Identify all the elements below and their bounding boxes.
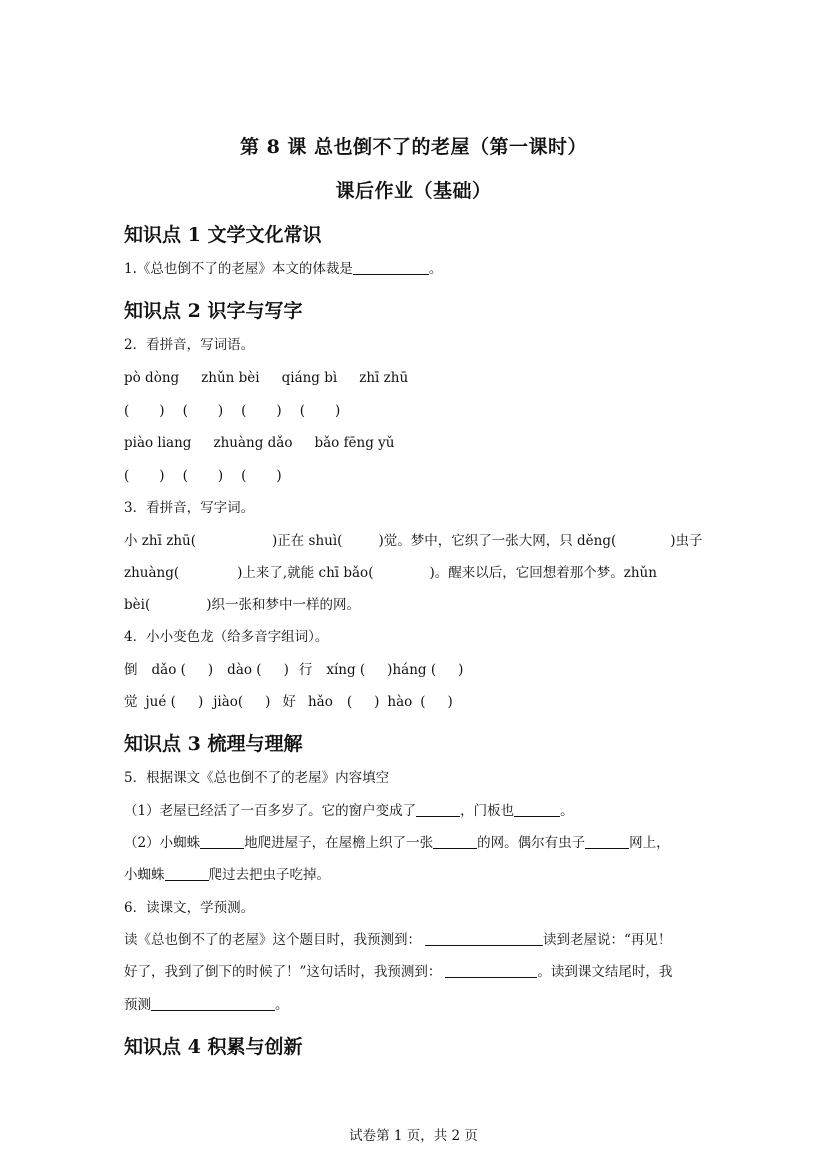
- answer-blank[interactable]: [165, 866, 209, 881]
- answer-blank[interactable]: [514, 802, 560, 817]
- q5-text: 的网。偶尔有虫子: [477, 835, 586, 851]
- q4-text: dào (: [227, 662, 262, 678]
- page-footer: 试卷第 1 页，共 2 页: [349, 1128, 478, 1144]
- paren-close: ): [159, 468, 165, 484]
- q1-text: 1.《总也倒不了的老屋》本文的体裁是: [124, 261, 353, 277]
- pinyin-word: bǎo fēng yǔ: [314, 435, 395, 451]
- q6-line-3: [124, 996, 289, 1014]
- q4-text: ): [374, 694, 380, 710]
- pinyin-word: zhī zhū: [359, 370, 409, 386]
- paren-open: (: [241, 468, 247, 484]
- q4-char: 好: [282, 694, 296, 710]
- q3-text: zhuàng(: [124, 565, 180, 581]
- q5-text: 爬过去把虫子吃掉。: [208, 867, 330, 883]
- paren-open: (: [241, 403, 247, 419]
- q4-line-1: [124, 661, 463, 679]
- q3-line-2: [124, 564, 657, 582]
- section-heading-3: 知识点 3 梳理与理解: [124, 733, 303, 755]
- q2-pinyin-row-2: [124, 434, 395, 452]
- q6-text: 好了，我到了倒下的时候了！”这句话时，我预测到：: [124, 964, 442, 980]
- q4-text: ): [283, 662, 289, 678]
- q3-text: )。醒来以后，它回想着那个梦。zhǔn: [429, 565, 657, 581]
- q4-text: ): [207, 662, 214, 678]
- answer-blank[interactable]: [151, 996, 275, 1011]
- q3-text: bèi(: [124, 597, 151, 613]
- q2-pinyin-row-1: [124, 369, 408, 387]
- q6-stem: 6．读课文，学预测。: [124, 900, 255, 916]
- q5-text: ，门板也: [460, 803, 515, 819]
- q5-text: （2）小蜘蛛: [124, 835, 201, 851]
- q6-text: 。读到课文结尾时，我: [537, 964, 673, 980]
- paren-open: (: [124, 403, 130, 419]
- q2-stem: 2．看拼音，写词语。: [124, 337, 255, 353]
- q5-text: 。: [560, 803, 574, 819]
- pinyin-word: piào liang: [124, 435, 192, 451]
- page-title: 第 8 课 总也倒不了的老屋（第一课时）: [239, 136, 588, 158]
- pinyin-word: zhǔn bèi: [201, 370, 260, 386]
- paren-close: ): [276, 403, 282, 419]
- q6-text: 。: [275, 997, 289, 1013]
- q3-text: 小 zhī zhū(: [124, 533, 196, 549]
- paren-close: ): [217, 468, 224, 484]
- section-heading-1: 知识点 1 文学文化常识: [124, 224, 322, 246]
- question-1: [124, 260, 442, 278]
- q5-text: 小蜘蛛: [124, 867, 165, 883]
- q4-text: hào: [387, 694, 413, 710]
- paren-close: ): [159, 403, 165, 419]
- q6-line-2: [124, 963, 672, 981]
- paren-open: (: [299, 403, 305, 419]
- pinyin-word: pò dòng: [124, 370, 180, 386]
- q4-text: dǎo (: [151, 662, 186, 678]
- q3-line-1: [124, 532, 703, 550]
- q5-text: 网上，: [629, 835, 670, 851]
- q3-text: )虫子: [670, 533, 703, 549]
- q6-text: 读《总也倒不了的老屋》这个题目时，我预测到：: [124, 932, 421, 948]
- q6-text: 预测: [124, 997, 151, 1013]
- q1-answer-blank[interactable]: [353, 260, 429, 275]
- pinyin-word: qiáng bì: [281, 370, 338, 386]
- q5-text: （1）老屋已经活了一百多岁了。它的窗户变成了: [124, 803, 417, 819]
- paren-open: (: [124, 468, 130, 484]
- q4-char: 倒: [124, 662, 138, 678]
- q4-text: hǎo: [307, 694, 333, 710]
- q5-part-1: [124, 802, 574, 820]
- section-heading-4: 知识点 4 积累与创新: [124, 1036, 303, 1058]
- q3-text: )织一张和梦中一样的网。: [206, 597, 360, 613]
- q4-text: háng (: [392, 662, 437, 678]
- q4-text: jiào(: [213, 694, 244, 710]
- q3-line-3: [124, 596, 360, 614]
- q4-char: 行: [298, 662, 313, 678]
- q1-end: 。: [428, 261, 443, 277]
- q3-text: )觉。梦中，它织了一张大网，只 děng(: [378, 533, 617, 549]
- q4-stem: 4．小小变色龙（给多音字组词）。: [124, 629, 329, 645]
- q5-text: 地爬进屋子，在屋檐上织了一张: [244, 835, 434, 851]
- q4-char: 觉: [124, 694, 138, 710]
- paren-close: ): [217, 403, 224, 419]
- answer-blank[interactable]: [416, 802, 460, 817]
- page-subtitle: 课后作业（基础）: [335, 180, 492, 202]
- q4-text: (: [420, 694, 426, 710]
- pinyin-word: zhuàng dǎo: [213, 435, 293, 451]
- q4-line-2: [124, 693, 453, 711]
- q4-text: (: [346, 694, 353, 710]
- q6-line-1: [124, 931, 671, 949]
- q4-text: ): [387, 662, 393, 678]
- q4-text: ): [265, 694, 271, 710]
- q3-text: )上来了,就能 chī bǎo(: [237, 565, 374, 581]
- q3-text: )正在 shuì(: [271, 533, 343, 549]
- answer-blank[interactable]: [200, 834, 244, 849]
- q2-answer-row-1: [124, 402, 340, 420]
- answer-blank[interactable]: [445, 963, 537, 978]
- q4-text: jué (: [145, 694, 176, 710]
- q4-text: ): [197, 694, 204, 710]
- q3-stem: 3．看拼音，写字词。: [124, 500, 255, 516]
- q4-text: xíng (: [326, 662, 366, 678]
- answer-blank[interactable]: [433, 834, 477, 849]
- q2-answer-row-2: [124, 467, 282, 485]
- paren-close: ): [334, 403, 341, 419]
- q5-part-2a: [124, 834, 670, 852]
- paren-open: (: [182, 468, 188, 484]
- answer-blank[interactable]: [425, 931, 543, 946]
- paren-open: (: [182, 403, 188, 419]
- q4-text: ): [458, 662, 464, 678]
- paren-close: ): [276, 468, 282, 484]
- q6-text: 读到老屋说：“再见！: [543, 932, 672, 948]
- section-heading-2: 知识点 2 识字与写字: [124, 300, 303, 322]
- q5-stem: 5．根据课文《总也倒不了的老屋》内容填空: [124, 770, 390, 786]
- q4-text: ): [447, 694, 453, 710]
- q5-part-2b: [124, 866, 330, 884]
- answer-blank[interactable]: [585, 834, 629, 849]
